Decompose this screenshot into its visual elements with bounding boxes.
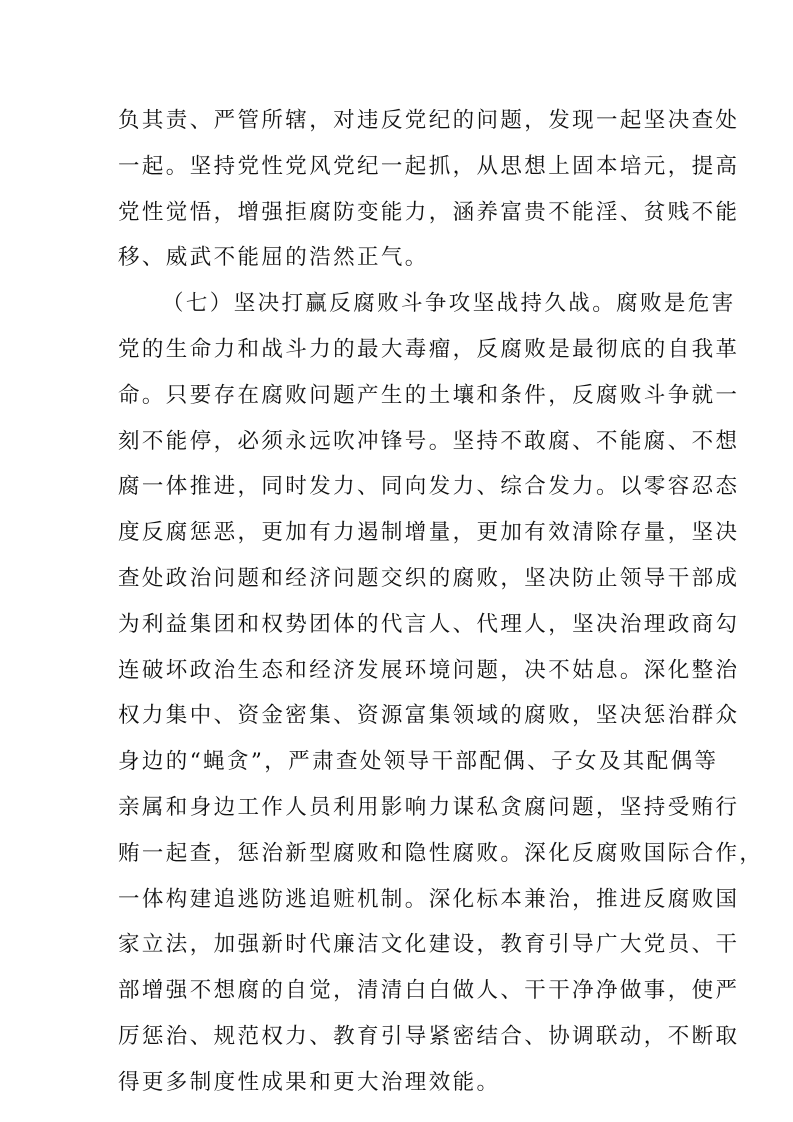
text-line: 家立法，加强新时代廉洁文化建设，教育引导广大党员、干 [118, 932, 740, 958]
text-line: 度反腐惩恶，更加有力遏制增量，更加有效清除存量，坚决 [118, 520, 740, 546]
body-text [118, 98, 764, 1106]
text-line: 为利益集团和权势团体的代言人、代理人，坚决治理政商勾 [118, 611, 740, 637]
text-line: 党的生命力和战斗力的最大毒瘤，反腐败是最彻底的自我革 [118, 336, 740, 362]
text-line: 连破坏政治生态和经济发展环境问题，决不姑息。深化整治 [118, 657, 740, 683]
paragraph-end-line: 移、威武不能屈的浩然正气。 [118, 245, 429, 271]
text-line: 亲属和身边工作人员利用影响力谋私贪腐问题，坚持受贿行 [118, 794, 740, 820]
paragraph-end-line: 得更多制度性成果和更大治理效能。 [118, 1069, 501, 1095]
text-line: 厉惩治、规范权力、教育引导紧密结合、协调联动，不断取 [118, 1023, 740, 1049]
text-line: 命。只要存在腐败问题产生的土壤和条件，反腐败斗争就一 [118, 382, 740, 408]
text-line: 党性觉悟，增强拒腐防变能力，涵养富贵不能淫、贫贱不能 [118, 199, 740, 225]
text-line: 一起。坚持党性党风党纪一起抓，从思想上固本培元，提高 [118, 153, 740, 179]
text-line: 权力集中、资金密集、资源富集领域的腐败，坚决惩治群众 [118, 703, 740, 729]
text-line: 一体构建追逃防逃追赃机制。深化标本兼治，推进反腐败国 [118, 886, 740, 912]
text-line: 部增强不想腐的自觉，清清白白做人、干干净净做事，使严 [118, 978, 740, 1004]
text-line: 贿一起查，惩治新型腐败和隐性腐败。深化反腐败国际合作， [118, 840, 764, 866]
section-heading-line: （七）坚决打赢反腐败斗争攻坚战持久战。腐败是危害 [162, 291, 736, 317]
text-line: 负其责、严管所辖，对违反党纪的问题，发现一起坚决查处 [118, 108, 740, 133]
text-line: 腐一体推进，同时发力、同向发力、综合发力。以零容忍态 [118, 474, 740, 500]
text-line: 查处政治问题和经济问题交织的腐败，坚决防止领导干部成 [118, 565, 740, 591]
text-line: 刻不能停，必须永远吹冲锋号。坚持不敢腐、不能腐、不想 [118, 428, 740, 454]
text-line: 身边的“蝇贪”，严肃查处领导干部配偶、子女及其配偶等 [118, 749, 719, 775]
